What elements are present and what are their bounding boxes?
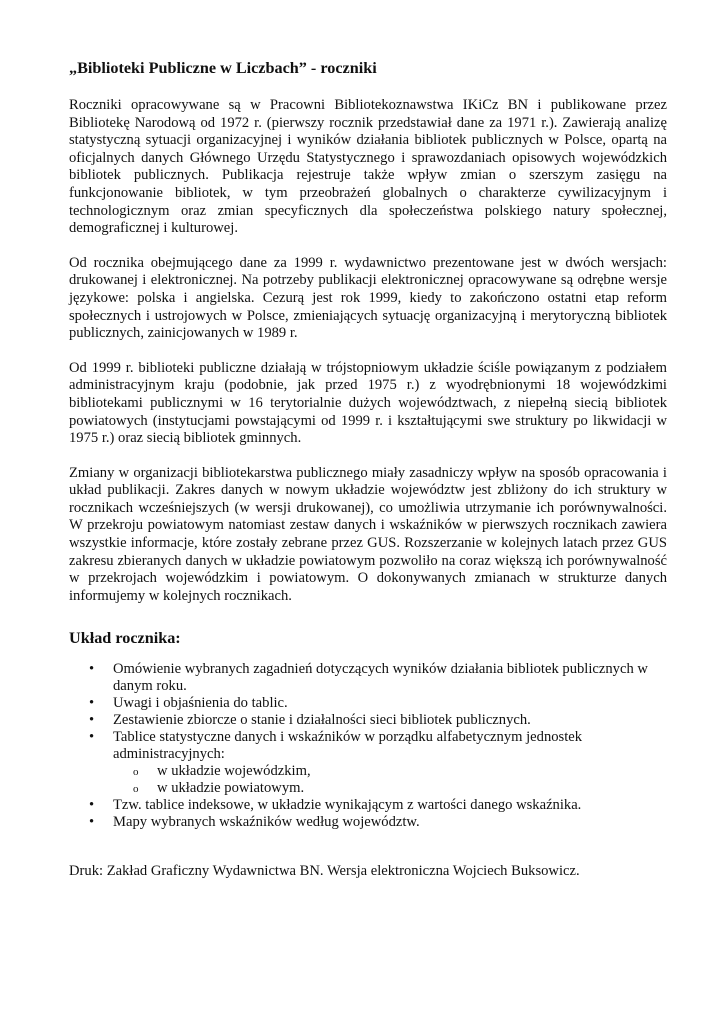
list-item-text: Tablice statystyczne danych i wskaźników w porządku alfabetycznym jednostek administracyjnych: [113,729,583,763]
list-item [69,695,667,712]
sub-list-item: o w układzie wojewódzkim, [113,763,667,780]
paragraph-versions: Od rocznika obejmującego dane za 1999 r. wydawnictwo prezentowane jest w dwóch wersjach: drukowanej i elektronicznej. Na potrzeby publikacji elektronicznej opracowywane są odrębne wersje językowe: polska i angielska. Cezurą jest rok 1999, kiedy to zakończono ostatni etap reform społecznych i ustrojowych w Polsce, zmieniających sytuację organizacyjną i merytoryczną bibliotek publicznych, zainicjowanych w 1989 r. [69,254,667,342]
list-item-text: Uwagi i objaśnienia do tablic. [113,695,288,712]
footer-credits: Druk: Zakład Graficzny Wydawnictwa BN. Wersja elektroniczna Wojciech Buksowicz. [69,863,580,880]
list-item-text: Mapy wybranych wskaźników według województw. [113,814,420,831]
list-item [69,729,667,797]
list-item [69,712,667,729]
document-page [69,58,667,881]
list-item-text: Tzw. tablice indeksowe, w układzie wynikającym z wartości danego wskaźnika. [113,797,582,814]
paragraph-structure: Od 1999 r. biblioteki publiczne działają w trójstopniowym układzie ściśle powiązanym z podziałem administracyjnym kraju (podobnie, jak przed 1975 r.) z wyodrębnionymi 18 wojewódzkimi bibliotekami publicznymi w 16 terytorialnie dużych województwach, z niepełną siecią bibliotek powiatowych (instytucjami powstającymi od 1999 r. i kształtującymi swe struktury po likwidacji w 1975 r.) oraz siecią bibliotek gminnych. [69,359,667,447]
list-item-text: Omówienie wybranych zagadnień dotyczących wyników działania bibliotek publicznych w danym roku. [113,661,648,695]
list-item [69,661,667,695]
paragraph-changes: Zmiany w organizacji bibliotekarstwa publicznego miały zasadniczy wpływ na sposób opracowania i układ publikacji. Zakres danych w nowym układzie województw jest zbliżony do ich struktury w rocznikach wcześniejszych (w wersji drukowanej), co umożliwia utrzymanie ich porównywalności. W przekroju powiatowym natomiast zestaw danych i wskaźników w pierwszych rocznikach zawiera wszystkie informacje, które zostały zebrane przez GUS. Rozszerzanie w kolejnych latach przez GUS zakresu zbieranych danych w układzie powiatowym pozwoliło na coraz większą ich porównywalność w przekrojach wojewódzkim i powiatowym. O dokonywanych zmianach w strukturze danych informujemy w kolejnych rocznikach. [69,464,667,604]
sub-list-item: o w układzie powiatowym. [113,780,667,797]
list-item [69,797,667,814]
document-title: „Biblioteki Publiczne w Liczbach” - roczniki [69,59,377,77]
section-heading: Układ rocznika: [69,629,181,648]
sub-list [113,763,667,797]
list-item [69,814,667,831]
list-item-text: Zestawienie zbiorcze o stanie i działalności sieci bibliotek publicznych. [113,712,531,729]
paragraph-intro: Roczniki opracowywane są w Pracowni Bibliotekoznawstwa IKiCz BN i publikowane przez Bibliotekę Narodową od 1972 r. (pierwszy rocznik przedstawiał dane za 1971 r.). Zawierają analizę statystyczną sytuacji organizacyjnej i wyników działania bibliotek publicznych w Polsce, opartą na oficjalnych danych Głównego Urzędu Statystycznego i sprawozdaniach opisowych wojewódzkich bibliotek publicznych. Publikacja rejestruje także wpływ zmian o szerszym zasięgu na funkcjonowanie bibliotek, w tym przeobrażeń globalnych o charakterze cywilizacyjnym i technologicznym oraz zmian specyficznych dla społeczeństwa polskiego natury społecznej, demograficznej i kulturowej. [69,97,667,237]
contents-list [69,661,667,831]
